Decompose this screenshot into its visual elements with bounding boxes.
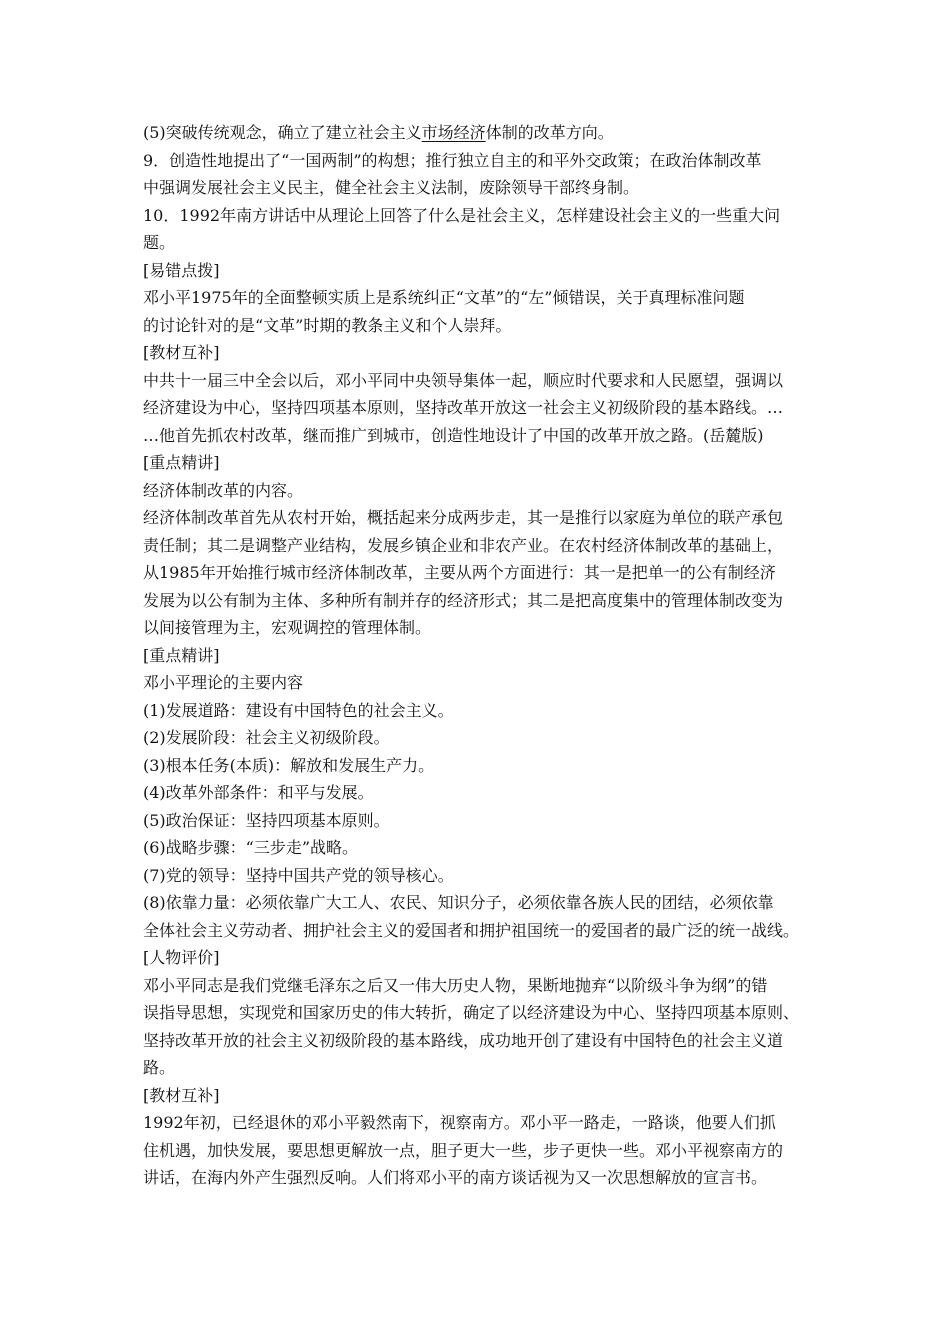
list-item: (7)党的领导：坚持中国共产党的领导核心。 [143,865,454,885]
text-line: 10．1992年南方讲话中从理论上回答了什么是社会主义，怎样建设社会主义的一些重大问 [143,205,781,225]
list-item: (2)发展阶段：社会主义初级阶段。 [143,728,390,747]
text-line: 邓小平同志是我们党继毛泽东之后又一伟大历史人物，果断地抛弃“以阶级斗争为纲”的错 [143,975,768,995]
list-item: (6)战略步骤：“三步走”战略。 [143,838,359,857]
text-line: 从1985年开始推行城市经济体制改革，主要从两个方面进行：其一是把单一的公有制经济 [143,563,776,582]
section-heading: [人物评价] [143,948,220,967]
text-line: 路。 [143,1058,176,1077]
text-line: 讲话，在海内外产生强烈反响。人们将邓小平的南方谈话视为又一次思想解放的宣言书。 [143,1168,768,1187]
text-line: 住机遇，加快发展，要思想更解放一点，胆子更大一些，步子更快一些。邓小平视察南方的 [143,1140,784,1160]
text-line: 的讨论针对的是“文革”时期的教条主义和个人崇拜。 [143,315,512,335]
text-line: 责任制；其二是调整产业结构，发展乡镇企业和非农产业。在农村经济体制改革的基础上， [143,535,784,555]
text-line [143,119,833,147]
text-line: 经济体制改革首先从农村开始，概括起来分成两步走，其一是推行以家庭为单位的联产承包 [143,508,784,527]
section-heading: [教材互补] [143,343,220,362]
section-heading: [易错点拨] [143,260,220,280]
list-item: (5)政治保证：坚持四项基本原则。 [143,810,390,830]
text-line: 坚持改革开放的社会主义初级阶段的基本路线，成功地开创了建设有中国特色的社会主义道 [143,1030,784,1050]
underlined-term: 市场经济 [421,123,486,142]
list-item: (3)根本任务(本质)：解放和发展生产力。 [143,755,435,775]
text-line: 中共十一届三中全会以后，邓小平同中央领导集体一起，顺应时代要求和人民愿望，强调以 [143,370,784,390]
list-item: (4)改革外部条件：和平与发展。 [143,783,374,802]
list-item: (8)依靠力量：必须依靠广大工人、农民、知识分子，必须依靠各族人民的团结，必须依靠 [143,893,774,912]
text-segment: (5)突破传统观念，确立了建立社会主义 [143,123,422,142]
list-item: (1)发展道路：建设有中国特色的社会主义。 [143,700,454,720]
text-line: 全体社会主义劳动者、拥护社会主义的爱国者和拥护祖国统一的爱国者的最广泛的统一战线。 [143,920,800,940]
text-line: 中强调发展社会主义民主，健全社会主义法制，废除领导干部终身制。 [143,178,640,197]
section-heading: [重点精讲] [143,645,220,665]
text-line: …他首先抓农村改革，继而推广到城市，创造性地设计了中国的改革开放之路。(岳麓版) [143,425,764,445]
text-line: 误指导思想，实现党和国家历史的伟大转折，确定了以经济建设为中心、坚持四项基本原则、 [143,1003,800,1022]
text-line: 1992年初，已经退休的邓小平毅然南下，视察南方。邓小平一路走，一路谈，他要人们抓 [143,1113,776,1132]
text-line: 经济体制改革的内容。 [143,480,304,500]
document-body [143,119,833,1192]
text-line: 邓小平理论的主要内容 [143,673,304,692]
text-line: 以间接管理为主，宏观调控的管理体制。 [143,618,432,637]
section-heading: [教材互补] [143,1085,220,1105]
text-line: 9．创造性地提出了“一国两制”的构想；推行独立自主的和平外交政策；在政治体制改革 [143,150,762,170]
section-heading: [重点精讲] [143,453,220,472]
text-line: 邓小平1975年的全面整顿实质上是系统纠正“文革”的“左”倾错误，关于真理标准问题 [143,288,745,307]
text-line: 题。 [143,233,176,252]
text-line: 发展为以公有制为主体、多种所有制并存的经济形式；其二是把高度集中的管理体制改变为 [143,590,784,610]
text-segment: 体制的改革方向。 [485,123,614,142]
text-line: 经济建设为中心，坚持四项基本原则，坚持改革开放这一社会主义初级阶段的基本路线。… [143,398,784,417]
